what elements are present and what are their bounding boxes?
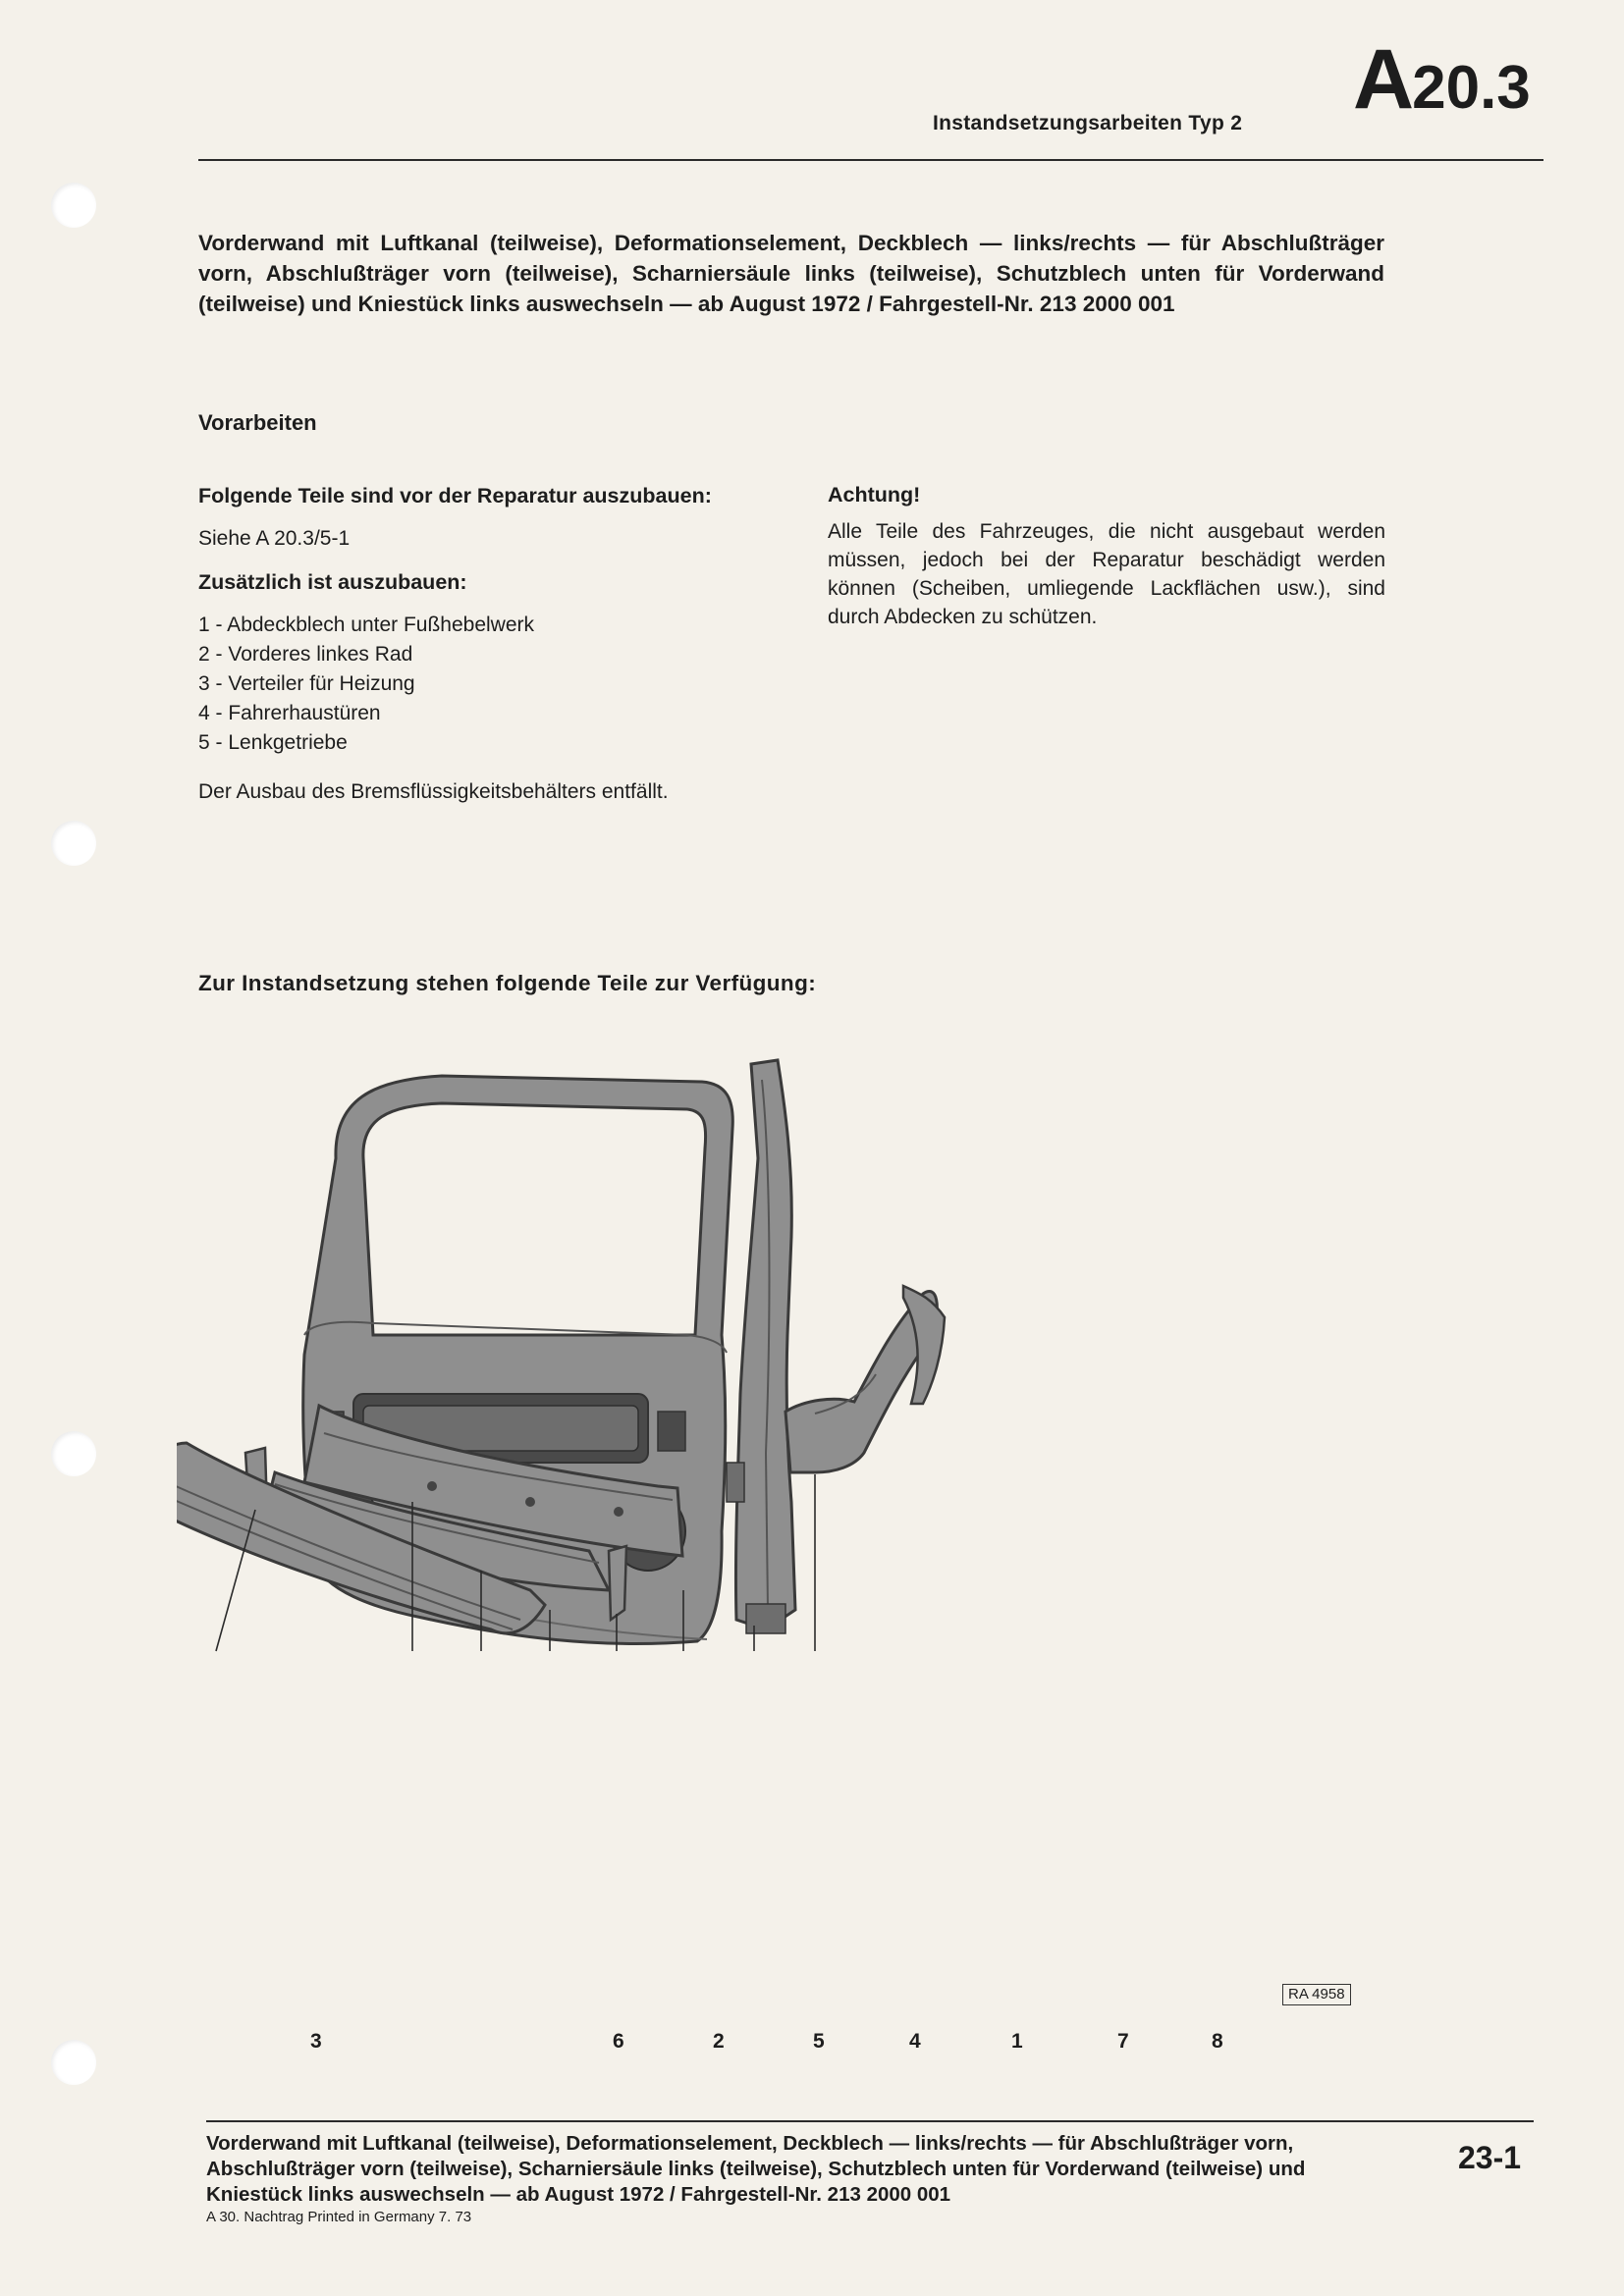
callout-7: 7 — [1117, 2030, 1129, 2053]
callout-2: 2 — [713, 2030, 725, 2053]
header-label: Instandsetzungsarbeiten Typ 2 — [933, 112, 1243, 134]
punch-hole — [51, 183, 96, 228]
removal-heading: Folgende Teile sind vor der Reparatur auszubauen: — [198, 484, 712, 507]
warning-text: Alle Teile des Fahrzeuges, die nicht ausgebaut werden müssen, jedoch bei der Reparatur beschädigt werden können (Scheiben, umliegende Lackflächen usw.), sind durch Abdecken zu schützen. — [828, 520, 1385, 628]
footer-edition: A 30. Nachtrag Printed in Germany 7. 73 — [206, 2209, 472, 2225]
callout-5: 5 — [813, 2030, 825, 2053]
list-item: 2 - Vorderes linkes Rad — [198, 643, 413, 666]
see-reference: Siehe A 20.3/5-1 — [198, 527, 351, 550]
footer-text: Vorderwand mit Luftkanal (teilweise), Deformationselement, Deckblech — links/rechts — für Abschlußträger vorn, Abschlußträger vorn (teilweise), Scharniersäule links (teilweise), Schutzblech unten für Vorderwand (teilweise) und Kniestück links auswechseln — ab August 1972 / Fahrgestell-Nr. 213 2000 001 — [206, 2132, 1306, 2206]
parts-illustration — [177, 1041, 1453, 2061]
footer-rule — [206, 2120, 1534, 2122]
list-item: 4 - Fahrerhaustüren — [198, 702, 381, 724]
page-number: 23-1 — [1458, 2140, 1522, 2175]
part-knee-piece — [785, 1286, 945, 1472]
removal-note: Der Ausbau des Bremsflüssigkeitsbehälters entfällt. — [198, 780, 669, 803]
left-column — [198, 481, 766, 807]
callout-1: 1 — [1011, 2030, 1023, 2053]
list-item: 5 - Lenkgetriebe — [198, 731, 348, 754]
section-letter: A — [1353, 32, 1413, 127]
list-item: 1 - Abdeckblech unter Fußhebelwerk — [198, 614, 535, 636]
callout-4: 4 — [909, 2030, 921, 2053]
right-column — [828, 481, 1385, 631]
section-subnumber: 20.3 — [1412, 54, 1531, 122]
punch-hole — [51, 821, 96, 866]
section-number — [1353, 32, 1531, 127]
punch-hole — [51, 1431, 96, 1476]
callout-6: 6 — [613, 2030, 624, 2053]
extra-removal-heading: Zusätzlich ist auszubauen: — [198, 570, 467, 594]
section-heading-vorarbeiten: Vorarbeiten — [198, 410, 317, 435]
list-item: 3 - Verteiler für Heizung — [198, 672, 415, 695]
part-deck-plate-right — [609, 1546, 626, 1620]
callout-8: 8 — [1212, 2030, 1223, 2053]
callout-3: 3 — [310, 2030, 322, 2053]
punch-hole — [51, 2040, 96, 2085]
header-rule — [198, 159, 1543, 161]
warning-heading: Achtung! — [828, 483, 921, 507]
parts-heading: Zur Instandsetzung stehen folgende Teile zur Verfügung: — [198, 971, 817, 995]
figure-reference: RA 4958 — [1282, 1984, 1351, 2005]
removal-list — [198, 611, 766, 758]
page-title: Vorderwand mit Luftkanal (teilweise), Deformationselement, Deckblech — links/rechts — für Abschlußträger vorn, Abschlußträger vorn (teilweise), Scharniersäule links (teilweise), Schutzblech unten für Vorderwand (teilweise) und Kniestück links auswechseln — ab August 1972 / Fahrgestell-Nr. 213 2000 001 — [198, 231, 1384, 316]
part-hinge-pillar — [727, 1060, 795, 1633]
